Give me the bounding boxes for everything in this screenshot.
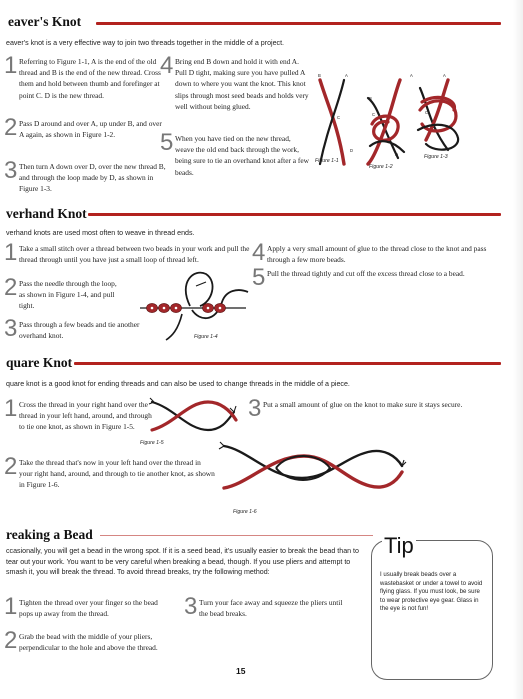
step-number: 2 xyxy=(4,274,18,301)
step-number: 2 xyxy=(4,453,18,480)
tip-callout xyxy=(371,533,493,680)
section-title-overhand-knot: verhand Knot xyxy=(6,206,87,221)
step-number: 1 xyxy=(4,395,18,422)
tip-title: Tip xyxy=(384,533,414,558)
step-text: Pass D around and over A, up under B, and over A again, as shown in Figure 1-2. xyxy=(19,119,162,140)
figure-caption: Figure 1-4 xyxy=(194,334,218,340)
point-label: A xyxy=(345,73,348,78)
point-label: A xyxy=(410,73,413,78)
step-text: Turn your face away and squeeze the pliers until the bead breaks. xyxy=(199,598,343,619)
step-1 xyxy=(4,52,166,101)
section-intro: quare knot is a good knot for ending threads and can also be used to change threads in the middle of a piece. xyxy=(6,380,350,388)
section-title-breaking-a-bead: reaking a Bead xyxy=(6,527,93,542)
section-intro: eaver's knot is a very effective way to join two threads together in the middle of a project. xyxy=(6,39,285,47)
step-2 xyxy=(4,274,122,312)
figure-1-4-drawing xyxy=(138,262,250,342)
section-intro: verhand knots are used most often to weave in thread ends. xyxy=(6,229,195,237)
step-text: Pass through a few beads and tie another overhand knot. xyxy=(19,320,140,341)
step-number: 5 xyxy=(252,264,266,291)
step-2 xyxy=(4,453,216,491)
figure-caption: Figure 1-1 xyxy=(315,158,339,164)
step-number: 5 xyxy=(160,129,174,156)
step-text: Put a small amount of glue on the knot to make sure it stays secure. xyxy=(263,400,463,409)
step-number: 1 xyxy=(4,239,18,266)
section-rule xyxy=(88,213,501,216)
figure-caption: Figure 1-5 xyxy=(140,440,164,446)
step-5 xyxy=(252,264,490,291)
step-3 xyxy=(184,593,348,620)
step-1 xyxy=(4,593,166,620)
step-3 xyxy=(4,157,166,195)
page-number: 15 xyxy=(236,666,246,676)
point-label: D xyxy=(395,152,399,157)
section-rule xyxy=(74,362,501,365)
step-number: 4 xyxy=(160,52,174,79)
step-number: 3 xyxy=(4,157,18,184)
figure-1-1-drawing xyxy=(320,80,344,164)
step-5 xyxy=(160,129,310,178)
step-number: 2 xyxy=(4,627,18,654)
step-number: 3 xyxy=(4,315,18,342)
point-label: A xyxy=(443,73,446,78)
step-text: Bring end B down and hold it with end A. Pull D tight, making sure you have pulled A down to where you want the knot. This knot slips through most seed beads and holds very well without being glued. xyxy=(175,57,309,111)
step-number: 4 xyxy=(252,239,266,266)
step-text: Take a small stitch over a thread between two beads in your work and pull the thread through until you have just a small loop of thread left. xyxy=(19,244,250,265)
point-label: C xyxy=(372,112,376,117)
step-number: 3 xyxy=(248,395,262,422)
figure-caption: Figure 1-6 xyxy=(233,509,257,515)
tip-text: I usually break beads over a wastebasket or under a towel to avoid flying glass. If you must look, be sure to wear protective eye gear. Glass in the eye is not fun! xyxy=(380,571,483,613)
figure-1-2-drawing xyxy=(368,80,404,164)
step-text: Referring to Figure 1-1, A is the end of the old thread and B is the end of the new thread. Cross them and hold between thumb and forefinger at point C. D is the new thread. xyxy=(19,57,161,100)
point-label: B xyxy=(318,73,321,78)
step-text: Tighten the thread over your finger so the bead pops up away from the thread. xyxy=(19,598,158,619)
step-text: Then turn A down over D, over the new thread B, and through the loop made by D, as shown in Figure 1-3. xyxy=(19,162,166,194)
step-3 xyxy=(4,315,144,342)
step-3 xyxy=(248,395,490,422)
section-title-square-knot: quare Knot xyxy=(6,355,73,370)
section-rule xyxy=(96,22,501,25)
step-1 xyxy=(4,395,154,433)
figure-1-3-drawing xyxy=(418,80,458,150)
figure-1-6-drawing xyxy=(218,432,408,506)
step-text: Grab the bead with the middle of your pliers, perpendicular to the hole and above the thread. xyxy=(19,632,158,653)
step-number: 2 xyxy=(4,114,18,141)
section-rule xyxy=(100,535,373,536)
figure-caption: Figure 1-3 xyxy=(424,154,448,160)
section-intro: ccasionally, you will get a bead in the wrong spot. If it is a seed bead, it's usually easier to break the bead than to tear out your work. You want to be very careful when breaking a bead, though. If you use pliers and attempt to smash it, you will break the thread. To avoid thread breaks, try the following method: xyxy=(6,547,359,577)
step-number: 1 xyxy=(4,593,18,620)
step-number: 3 xyxy=(184,593,198,620)
point-label: B xyxy=(369,96,372,101)
figure-caption: Figure 1-2 xyxy=(369,164,393,170)
step-text: Cross the thread in your right hand over the thread in your left hand, around, and through to tie one knot, as shown in Figure 1-5. xyxy=(19,400,152,432)
page-edge-shadow xyxy=(513,0,523,699)
step-2 xyxy=(4,114,166,141)
section-title-weavers-knot: eaver's Knot xyxy=(8,14,82,29)
step-text: When you have tied on the new thread, weave the old end back through the work, being sure to tie an overhand knot after a few beads. xyxy=(175,134,310,177)
step-text: Apply a very small amount of glue to the thread close to the knot and pass through a few more beads. xyxy=(267,244,487,265)
step-text: Pull the thread tightly and cut off the excess thread close to a bead. xyxy=(267,269,465,278)
point-label: D xyxy=(350,148,354,153)
point-label: C xyxy=(425,110,429,115)
step-text: Take the thread that's now in your left hand over the thread in your right hand, around, and through to tie another knot, as shown in Figure 1-6. xyxy=(19,458,215,490)
step-text: Pass the needle through the loop, as shown in Figure 1-4, and pull tight. xyxy=(19,279,117,311)
point-label: C xyxy=(337,115,341,120)
step-number: 1 xyxy=(4,52,18,79)
step-2 xyxy=(4,627,166,654)
step-4 xyxy=(160,52,310,112)
step-4 xyxy=(252,239,490,266)
